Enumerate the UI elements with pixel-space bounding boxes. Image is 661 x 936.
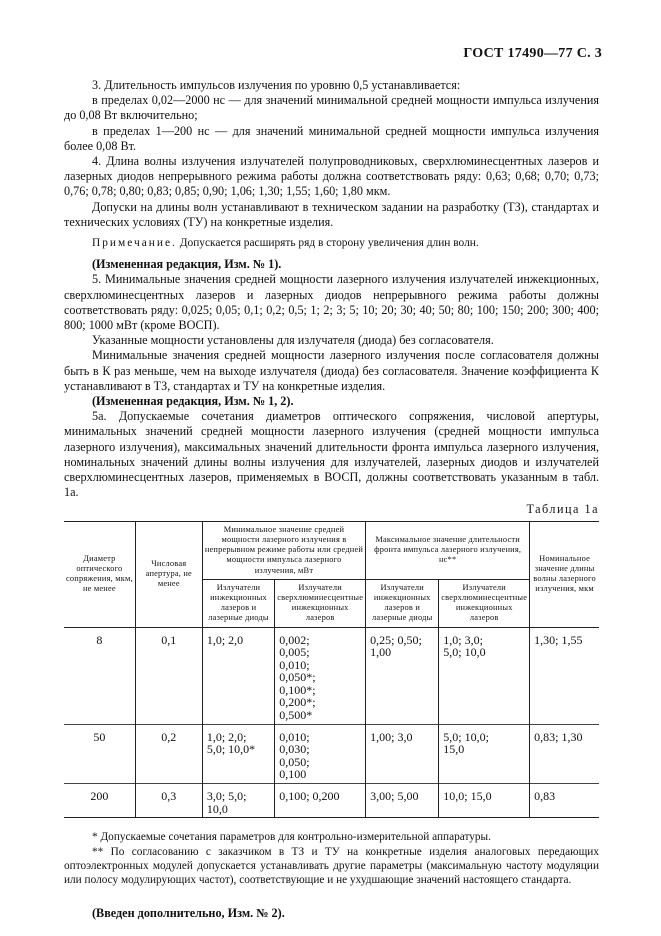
cell-power-superluminescent [275,724,366,783]
cell-aperture: 0,3 [135,784,202,818]
paragraph-3: 3. Длительность импульсов излучения по уровню 0,5 устанавливается: [92,78,461,92]
note [64,236,599,251]
header-power-group: Минимальное значение средней мощности лазерного излучения в непрерывном режиме работы или средней мощности импульса лазерного излучения, мВт [202,521,365,579]
cell-power-superluminescent [275,784,366,818]
value-line: 0,050; [279,754,310,769]
value-line: 0,200*; [279,695,316,710]
value-line: 0,030; [279,742,310,757]
header-diameter: Диаметр оптического сопряжения, мкм, не менее [64,521,135,627]
value-line: 0,100 [279,767,307,782]
note-label: Примечание. [92,237,177,250]
value-line: 1,0; 3,0; [443,632,483,647]
cell-front-superluminescent [439,724,530,783]
paragraph-4: 4. Длина волны излучения излучателей полупроводниковых, сверхлюминесцентных лазеров и лазерных диодов непрерывного режима работы должна соответствовать ряду: 0,63; 0,68; 0,70; 0,73; 0,76; 0,78; 0,80; 0,83; 0,85; 0,90; 1,06; 1,30; 1,55; 1,60; 1,80 мкм. [64,154,599,199]
revision-note-2: (Измененная редакция, Изм. № 1, 2). [92,394,294,409]
header-wavelength: Номинальное значение длины волны лазерного излучения, мкм [530,521,599,627]
value-line: 0,25; 0,50; [370,632,422,647]
cell-front-superluminescent [439,784,530,818]
revision-note-1: (Измененная редакция, Изм. № 1). [92,257,282,272]
cell-aperture: 0,1 [135,627,202,724]
value-line: 0,100; 0,200 [279,789,340,804]
value-line: 5,0; 10,0 [443,645,486,660]
note-text: Допускается расширять ряд в сторону увеличения длин волн. [176,237,479,250]
table-row [64,784,599,818]
value-line: 0,005; [279,645,310,660]
cell-diameter: 50 [64,724,135,783]
paragraph-3a: в пределах 0,02—2000 нс — для значений минимальной средней мощности импульса излучения до 0,08 Вт включительно; [64,93,599,123]
cell-power-injection [202,627,274,724]
value-line: 3,00; 5,00 [370,789,419,804]
paragraph-5a: Указанные мощности установлены для излучателя (диода) без согласователя. [92,333,494,348]
value-line: 1,00; 3,0 [370,729,413,744]
cell-diameter: 200 [64,784,135,818]
value-line: 0,010; [279,657,310,672]
value-line: 10,0; 15,0 [443,789,492,804]
value-line: 0,100*; [279,682,316,697]
header-power-superluminescent: Излучатели сверхлюминесцентные инжекционных лазеров [275,579,366,627]
value-line: 0,500* [279,708,313,723]
paragraph-4a: Допуски на длины волн устанавливают в техническом задании на разработку (ТЗ), стандартах и технических условиях (ТУ) на конкретные изделия. [64,199,599,229]
introduced-note: (Введен дополнительно, Изм. № 2). [92,905,285,920]
document-body [64,78,599,921]
header-front-injection: Излучатели инжекционных лазеров и лазерные диоды [366,579,439,627]
header-aperture: Числовая апертура, не менее [135,521,202,627]
cell-power-injection [202,784,274,818]
value-line: 1,0; 2,0; [206,729,247,744]
value-line: 5,0; 10,0; [443,729,489,744]
cell-wavelength: 1,30; 1,55 [530,627,599,724]
cell-front-injection [366,784,439,818]
table-row [64,627,599,724]
cell-wavelength: 0,83 [530,784,599,818]
value-line: 3,0; 5,0; [206,789,247,804]
cell-wavelength: 0,83; 1,30 [530,724,599,783]
cell-front-injection [366,627,439,724]
paragraph-5-alpha: 5а. Допускаемые сочетания диаметров оптического сопряжения, числовой апертуры, минимальных значений средней мощности лазерного излучения (средней мощности импульса лазерного излучения), максимальных значений длительности фронта импульса лазерного излучения, номинальных значений длины волны излучения для излучателей, лазерных диодов и излучателей сверхлюминесцентных лазеров, применяемых в ВОСП, должны соответствовать указанным в табл. 1а. [64,409,599,500]
value-line: 0,002; [279,632,310,647]
cell-front-injection [366,724,439,783]
cell-front-superluminescent [439,627,530,724]
value-line: 1,00 [370,645,392,660]
value-line: 0,010; [279,729,310,744]
paragraph-3b: в пределах 1—200 нс — для значений минимальной средней мощности импульса излучения более 0,08 Вт. [64,123,599,153]
cell-power-superluminescent [275,627,366,724]
value-line: 10,0 [206,801,228,816]
footnote-1: * Допускаемые сочетания параметров для контрольно-измерительной аппаратуры. [92,831,491,844]
value-line: 1,0; 2,0 [206,632,244,647]
table-caption: Таблица 1а [526,502,599,517]
footnote-2: ** По согласованию с заказчиком в ТЗ и ТУ на конкретные изделия аналоговых передающих оптоэлектронных модулей допускается устанавливать другие параметры (максимальную частоту модуляции или полосу модулирующих частот), соответствующие и не ухудшающие значений настоящего стандарта. [64,845,599,887]
paragraph-5: 5. Минимальные значения средней мощности лазерного излучения излучателей инжекционных, сверхлюминесцентных лазеров и лазерных диодов непрерывного режима работы должны соответствовать ряду: 0,025; 0,05; 0,1; 0,2; 0,5; 1; 2; 3; 5; 10; 20; 30; 40; 50; 80; 100; 150; 200; 300; 400; 800; 1000 мВт (кроме ВОСП). [64,272,599,333]
value-line: 15,0 [443,742,465,757]
header-power-injection: Излучатели инжекционных лазеров и лазерные диоды [202,579,274,627]
table-row [64,724,599,783]
data-table [64,521,599,819]
paragraph-5b: Минимальные значения средней мощности лазерного излучения после согласователя должны быть в К раз меньше, чем на выходе излучателя (диода) без согласователя. Значение коэффициента К устанавливают в ТЗ, стандартах и ТУ на конкретные изделия. [64,348,599,393]
header-front-group: Максимальное значение длительности фронта импульса лазерного излучения, нс** [366,521,530,579]
value-line: 5,0; 10,0* [206,742,256,757]
header-front-superluminescent: Излучатели сверхлюминесцентные инжекционных лазеров [439,579,530,627]
cell-power-injection [202,724,274,783]
cell-diameter: 8 [64,627,135,724]
value-line: 0,050*; [279,670,316,685]
page-header: ГОСТ 17490—77 С. 3 [463,46,602,61]
cell-aperture: 0,2 [135,724,202,783]
